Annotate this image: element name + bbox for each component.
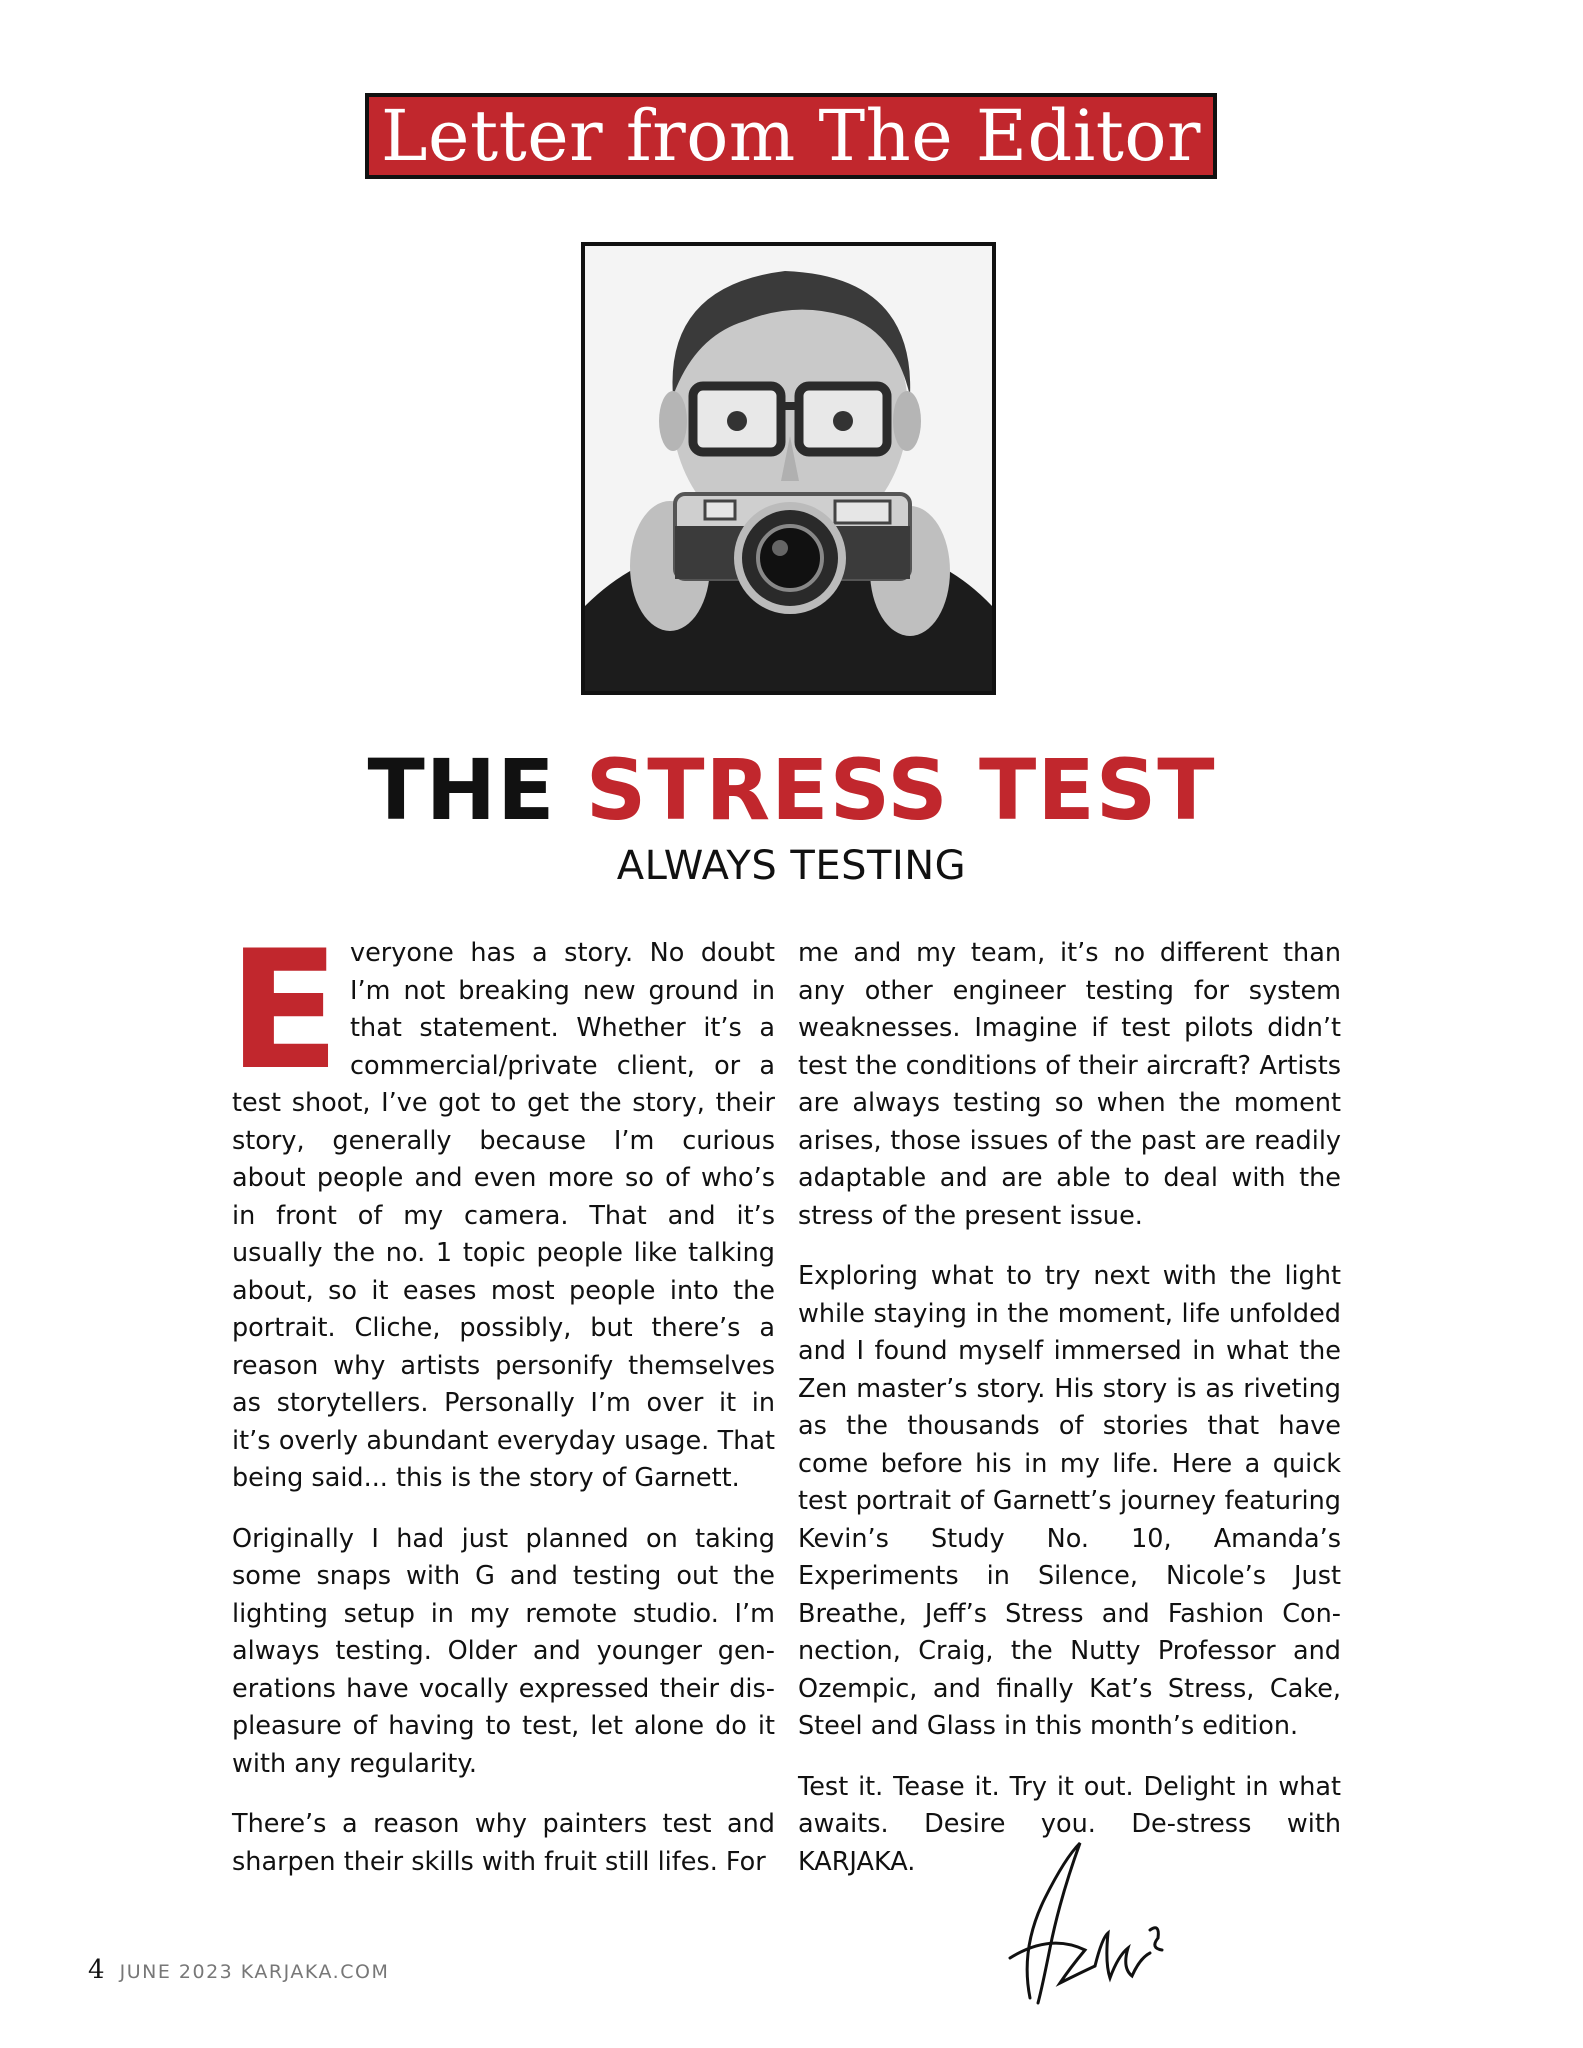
headline-part-black: THE bbox=[367, 741, 586, 839]
headline-part-red: STRESS TEST bbox=[585, 741, 1216, 839]
issue-label: JUNE 2023 KARJAKA.COM bbox=[119, 1961, 390, 1983]
page-number: 4 bbox=[88, 1955, 105, 1985]
article-paragraph bbox=[228, 915, 775, 1498]
article-column-right bbox=[798, 935, 1341, 1904]
article-paragraph: Originally I had just planned on taking some snaps with G and testing out the lighting setup in my remote studio. I’m always testing. Older and younger generations have vocally expressed their displeasure of having to test, let alone do it with any regularity. bbox=[232, 1523, 775, 1779]
article-paragraph: Test it. Tease it. Try it out. Delight in what awaits. Desire you. De-stress with KARJAKA. bbox=[798, 1771, 1341, 1877]
editor-portrait bbox=[581, 242, 996, 695]
article-subhead: ALWAYS TESTING bbox=[616, 843, 967, 889]
page-footer bbox=[88, 1955, 389, 1985]
editor-letter-banner bbox=[365, 93, 1217, 179]
article-column-left bbox=[228, 915, 775, 1904]
handwritten-signature-icon bbox=[990, 1838, 1170, 2008]
article-paragraph: me and my team, it’s no different than any other engineer testing for system weaknesses. Imagine if test pilots didn’t test the conditions of their aircraft? Artists are always testing so when the moment arises, those issues of the past are readily adaptable and are able to deal with the stress of the present issue. bbox=[798, 938, 1341, 1231]
editor-portrait-icon bbox=[585, 246, 992, 691]
paragraph-text: veryone has a story. No doubt I’m not breaking new ground in that statement. Whether it’s a commercial/private client, or a test shoot, I’ve got to get the story, their story, generally because I’m curious about people and even more so of who’s in front of my camera. That and it’s usually the no. 1 topic people like talking about, so it eases most people into the portrait. Cliche, possibly, but there’s a reason why artists personify themselves as storytellers. Personally I’m over it in it’s overly abundant everyday usage. That being said... this is the story of Garnett. bbox=[232, 938, 775, 1493]
banner-title: Letter from The Editor bbox=[381, 95, 1201, 177]
article-paragraph: Exploring what to try next with the light while staying in the moment, life unfolded and I found myself immersed in what the Zen master’s story. His story is as riveting as the thousands of stories that have come before his in my life. Here a quick test portrait of Garnett’s journey featuring Kevin’s Study No. 10, Amanda’s Experiments in Silence, Nicole’s Just Breathe, Jeff’s Stress and Fashion Connection, Craig, the Nutty Professor and Ozempic, and finally Kat’s Stress, Cake, Steel and Glass in this month’s edition. bbox=[798, 1261, 1341, 1741]
article-headline bbox=[0, 741, 1583, 839]
drop-cap: E bbox=[228, 915, 341, 1106]
article-paragraph: There’s a reason why painters test and sharpen their skills with fruit still lifes. For bbox=[232, 1809, 775, 1877]
